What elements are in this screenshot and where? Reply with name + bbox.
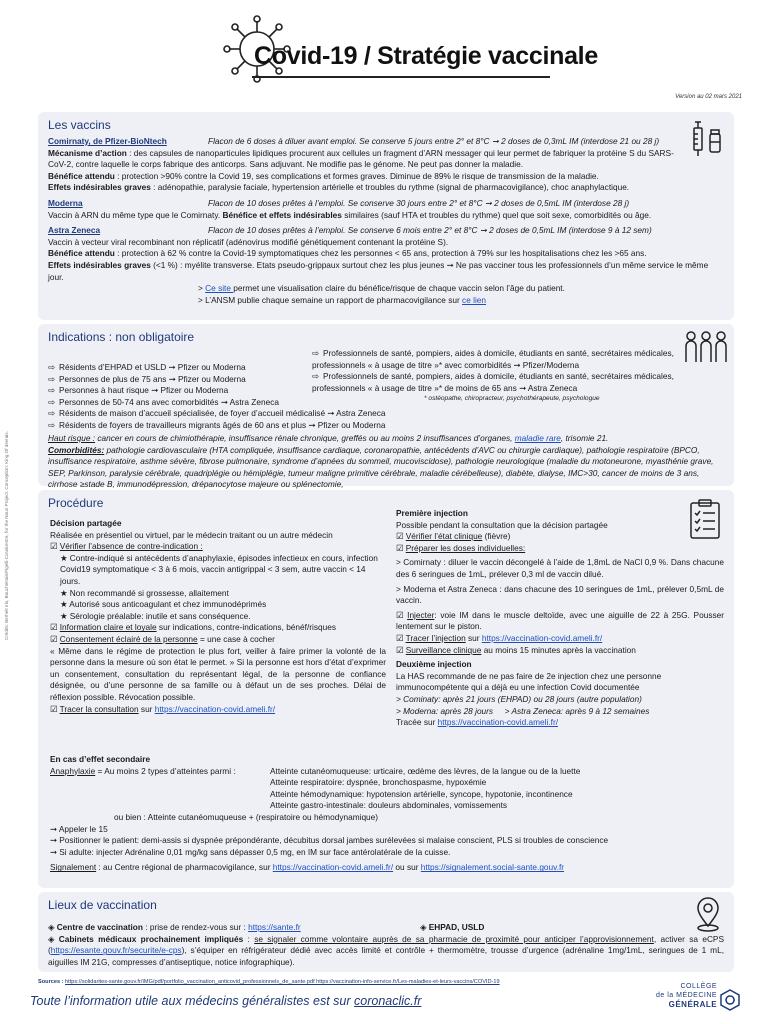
info-text: sur indications, contre-indications, bénéf/risques [156,622,337,633]
ci-item: Autorisé sous anticoagulant et chez immunodéprimés [69,599,267,610]
footer-main-text: Toute l’information utile aux médecins généralistes est sur [30,994,355,1008]
centre-label: Centre de vaccination [56,922,143,932]
astra-line1: Vaccin à vecteur viral recombinant non réplicatif (adénovirus modifié génétiquement contenant la protéine S). [48,236,449,247]
centre-link[interactable]: https://sante.fr [248,922,301,932]
indication-pro-item: ⇨ Professionnels de santé, pompiers, aides à domicile, étudiants en santé, secrétaires médicales, professionnels « à usage de titre »* de moins de 65 ans ➞ Astra Zeneca [312,371,682,394]
indication-footnote: * ostéopathe, chiropracteur, psychothérapeute, psychologue [424,395,600,403]
moderna-desc: Flacon de 10 doses prêtes à l’emploi. Se conserve 30 jours entre 2° et 8°C ➞ 2 doses de 0,5mL IM (interdose 28 j) [208,197,630,208]
tracer-label: Tracer la consultation [59,703,139,714]
moderna-line-a: Vaccin à ARN du même type que le Comirnaty. [48,209,223,220]
preparer-label: Préparer les doses individuelles: [405,542,526,553]
astra-benef-label: Bénéfice attendu [48,248,115,259]
injecter-label: Injecter [407,609,435,620]
location-pin-icon [694,896,722,932]
astra-benef: : protection à 62 % contre la Covid-19 symptomatiques chez les personnes < 65 ans, protection à 79% sur les hospitalisations chez les >65 ans. [114,248,647,259]
page-title: Covid-19 / Stratégie vaccinale [254,42,598,70]
action-item: Appeler le 15 [58,823,108,834]
maladie-rare-link[interactable]: maladie rare [514,433,561,443]
college-line-3: GÉNÉRALE [668,1000,718,1009]
footer-tagline [30,994,421,1008]
ecps-link[interactable]: https://esante.gouv.fr/securite/e-cps [50,945,182,956]
meca-text: : des capsules de nanoparticules lipidiques procurent aux cellules un fragment d’ARN messager qui leur permet de fabriquer la protéine S du SARS-CoV-2, contre laquelle le corps fabrique des anticorps. Sans adjuvant. Ne modifie pas le génome. Ne peut pas donner la maladie. [48,147,674,170]
comorbidites-text: pathologie cardiovasculaire (HTA compliquée, insuffisance cardiaque, coronaropathie, antécédents d’AVC ou chirurgie cardiaque), pathologie respiratoire (BPCO, insuffisance respiratoire, asthme sévère, fibrose pulmonaire, syndrome d’apnées du sommeil, mucoviscidose), pathologie neurologique (maladie du motoneurone, myasthénie grave, SEP, Parkinson, paralysie cérébrale, quadriplégie ou hémiplégie, tumeur maligne primitive cérébrale, maladie cérébelleuse), diabète, dialyse, IMC>30, cancer de moins de 3 ans, cirrhose ≥stade B, immunodépression, drépanocytose majeure ou splénectomie, [48,444,714,490]
signalement-link-ameli[interactable]: https://vaccination-covid.ameli.fr/ [272,862,394,873]
sources-links[interactable]: https://solidarites-sante.gouv.fr/IMG/pdf/portfolio_vaccination_anticovid_professionnels_de_sante.pdf https://vaccination-info-service.fr/Les-maladies-et-leurs-vaccins/COVID-19 [65,979,500,985]
haut-risque-label: Haut risque : [48,433,96,443]
side-credit: Crédits: Berhelt Iris, Bouchetrain/Figelli Coralcentre, for the Noun Project. Conception: King Of devrais. [4,431,9,640]
effets-text: : adénopathie, paralysie faciale, hypertension artérielle et troubles du rythme (signal de pharmacovigilance), choc anaphylactique. [150,182,630,193]
deuxieme-text: La HAS recommande de ne pas faire de 2e injection chez une personne immunocompétente qui a déjà eu une infection Covid documentée [396,670,662,693]
premiere-title: Première injection [396,508,468,518]
astra-effets: (<1 %) : myélite transverse. Etats pseudo-grippaux surtout chez les plus jeunes ➞ Ne pas vacciner tous les professionnels d’un même service le même jour. [48,259,709,282]
site-link[interactable]: Ce site [205,283,234,294]
tracer-link[interactable]: https://vaccination-covid.ameli.fr/ [154,703,276,714]
indication-item: ⇨ Personnes à haut risque ➞ Pfizer ou Moderna [48,385,428,397]
cabinets-sep: : [243,933,255,944]
cabinets-label: Cabinets médicaux prochainement impliqués [58,933,244,944]
astra-effets-label: Effets indésirables graves [48,259,151,270]
deuxieme-link[interactable]: https://vaccination-covid.ameli.fr/ [437,717,559,728]
benef-text: : protection >90% contre la Covid 19, ses complications et formes graves. Diminue de 89% le risque de transmission de la maladie. [114,170,599,181]
tracer-inj-mid: sur [465,632,482,643]
astra-desc: Flacon de 10 doses prêtes à l’emploi. Se conserve 6 mois entre 2° et 8°C ➞ 2 doses de 0,5mL IM (interdose 9 à 12 sem) [208,225,652,236]
centre-text: : prise de rendez-vous sur : [142,922,249,932]
moderna-line-c: similaires (sauf HTA et troubles du rythme) quel que soit sexe, comorbidités ou âge. [341,209,652,220]
procedure-panel: Procédure Décision partagée Réalisée en présentiel ou virtuel, par le médecin traitant ou un autre médecin ☑ Vérifier l’absence de contre-indication : ★ Contre-indiqué si antécédents d’anaphylaxie, épisodes infectieux en cours, infection Covid19 symptomatique < 3 à 6 mois, vaccin antigrippal < 3 sem, autre vaccin < 14 jours. ★ Non recommandé si grossesse, allaitement ★ Autorisé sous anticoagulant et chez immunodéprimés ★ Sérologie préalable: inutile et sans conséquence. ☑ Information claire et loyale sur indications, contre-indications, bénéf/risques ☑ Consentement éclairé de la personne = une case à cocher « Même dans le régime de protection le plus fort, veiller à faire primer la volonté de la personne dans la mesure où son état le permet. » Si la personne est hors d’état d’exprimer un consentement, consultation du représentant légal, de la personne de confiance désignée, ou d’une personne de sa famille ou à défaut un de ses proches. Délai de réflexion possible. Révocation possible. ☑ Tracer la consultation sur https://vaccination-covid.ameli.fr/ Première injection Possible pendant la consultation que la décision partagée ☑ Vérifier l’état clinique (fièvre) ☑ Préparer les doses individuelles: > Comirnaty : diluer le vaccin décongelé à l’aide de 1,8mL de NaCl 0,9 %. Dans chacune des 6 seringues de 1mL, prélever 0,3 ml de vaccin dilué. > Moderna et Astra Zeneca : dans chacune des 10 seringues de 1mL, prélever 0,5mL de vaccin. ☑ Injecter: voie IM dans le muscle deltoïde, avec une aiguille de 22 à 25G. Pousser lentement sur le piston. ☑ Tracer l’injection sur https://vaccination-covid.ameli.fr/ ☑ Surveillance clinique au moins 15 minutes après la vaccination Deuxième injection La HAS recommande de ne pas faire de 2e injection chez une personne immunocompétente qui a déjà eu une infection Covid documentée > Cominaty: après 21 jours (EHPAD) ou 28 jours (autre population) > Moderna: après 28 jours > Astra Zeneca: après 9 à 12 semaines Tracée sur https://vaccination-covid.ameli.fr/ En cas d’effet secondaire Anaphylaxie = Au moins 2 types d’atteintes parmi : Atteinte cutanéomuqueuse: urticaire, œdème des lèvres, de la langue ou de la luette Atteinte respiratoire: dyspnée, bronchospasme, hypoxémie Atteinte hémodynamique: hypotension artérielle, syncope, hypotonie, incontinence Atteinte gastro-intestinale: douleurs abdominales, vomissements ou bien : Atteinte cutanéomuqueuse + (respiratoire ou hémodynamique) ➞ Appeler le 15 ➞ Positionner le patient: demi-assis si dyspnée prépondérante, décubitus dorsal jambes surélevées si malaise conscient, PLS si troubles de conscience ➞ Si adulte: injecter Adrénaline 0,01 mg/kg sans dépasser 0,5 mg, en IM sur face antérolatérale de la cuisse. Signalement : au Centre régional de pharmacovigilance, sur https://vaccination-covid.ameli.fr/ ou sur https://signalement.social-sante.gouv.fr [38,490,734,888]
surveillance-label: Surveillance clinique [405,644,482,655]
college-logo-icon [718,988,742,1012]
version-date: Version au 02 mars 2021 [675,94,742,100]
site-prefix: > [198,283,206,294]
signalement-link-sante[interactable]: https://signalement.social-sante.gouv.fr [420,862,565,873]
cabinets-text-b: ), s’équiper en réfrigérateur dédié avec accès limité et contrôle + thermomètre, trousse d’urgence (adrénaline 1mg/1mL, seringues de 1 mL, aiguilles IM 21G, compresses d’antiseptique, notice infographique). [48,945,724,967]
sources-label: Sources : [38,979,66,985]
verif-etat-post: (fièvre) [482,531,511,542]
procedure-title: Procédure [48,496,104,510]
injecter-text: : voie IM dans le muscle deltoïde, avec une aiguille de 22 à 25G. Pousser lentement sur le piston. [396,609,724,632]
anaphylaxie-item: Atteinte respiratoire: dyspnée, bronchospasme, hypoxémie [270,777,487,788]
deuxieme-moderna: > Moderna: après 28 jours [396,705,494,716]
indication-item: ⇨ Personnes de 50-74 ans avec comorbidités ➞ Astra Zeneca [48,397,428,409]
ci-item: Non recommandé si grossesse, allaitement [69,587,229,598]
indications-title: Indications : non obligatoire [48,330,195,344]
anaphylaxie-item: Atteinte cutanéomuqueuse: urticaire, œdème des lèvres, de la langue ou de la luette [270,765,581,776]
deuxieme-tracee: Tracée sur [396,717,438,728]
moderna-prep: > Moderna et Astra Zeneca : dans chacune des 10 seringues de 1mL, prélever 0,5mL de vaccin. [396,583,724,606]
anaphylaxie-item: Atteinte hémodynamique: hypotension artérielle, syncope, hypotonie, incontinence [270,788,573,799]
ansm-text: > L’ANSM publie chaque semaine un rapport de pharmacovigilance sur [198,294,463,305]
lieux-title: Lieux de vaccination [48,898,157,912]
moderna-name: Moderna [48,197,83,208]
signalement-label: Signalement [50,862,97,873]
ehpad-label: EHPAD, USLD [428,922,485,932]
indication-item: ⇨ Résidents de maison d’accueil spécialisée, de foyer d’accueil médicalisé ➞ Astra Zeneca [48,408,428,420]
coronaclic-link[interactable]: coronaclic.fr [354,994,422,1008]
consent-quote: « Même dans le régime de protection le plus fort, veiller à faire primer la volonté de la personne dans la mesure où son état le permet. » Si la personne est hors d’état d’exprimer un consentement, consultation du représentant légal, de la personne de confiance désignée, ou d’une personne de sa famille ou à défaut un de ses proches. Délai de réflexion possible. Révocation possible. [50,645,386,702]
cabinets-text-a: , activer sa eCPS ( [48,933,725,956]
moderna-line-b: Bénéfice et effets indésirables [222,209,342,220]
header [0,0,768,110]
comirnaty-prep: > Comirnaty : diluer le vaccin décongelé à l’aide de 1,8mL de NaCl 0,9 %. Dans chacune des 6 seringues de 1mL, prélever 0,3 ml de vaccin dilué. [396,557,724,579]
deuxieme-astra: > Astra Zeneca: après 9 à 12 semaines [504,705,650,716]
lieux-panel: Lieux de vaccination ◈ Centre de vaccination : prise de rendez-vous sur : https://sante.fr ◈ EHPAD, USLD ◈ Cabinets médicaux prochainement impliqués : se signaler comme volontaire auprès de sa pharmacie de proximité pour anticiper l’approvisionnement, activer sa eCPS (https://esante.gouv.fr/securite/e-cps), s’équiper en réfrigérateur dédié avec accès limité et contrôle + thermomètre, trousse d’urgence (adrénaline 1mg/1mL, seringues de 1 mL, aiguilles IM 21G, compresses d’antiseptique, notice infographique). [38,892,734,972]
action-item: Positionner le patient: demi-assis si dyspnée prépondérante, décubitus dorsal jambes surélevées si malaise conscient, PLS si troubles de conscience [59,835,609,846]
consent-text: = une case à cocher [197,633,275,644]
vaccins-title: Les vaccins [48,118,111,132]
action-item: Si adulte: injecter Adrénaline 0,01 mg/kg sans dépasser 0,5 mg, en IM sur face antérolatérale de la cuisse. [59,846,451,857]
college-logo [656,982,717,1009]
indication-pro-item: ⇨ Professionnels de santé, pompiers, aides à domicile, étudiants en santé, secrétaires médicales, professionnels « à usage de titre »* avec comorbidités ➞ Pfizer/Moderna [312,348,682,371]
meca-label: Mécanisme d’action [48,147,127,158]
anaphylaxie-item: Atteinte gastro-intestinale: douleurs abdominales, vomissements [270,800,508,811]
decision-title: Décision partagée [50,518,122,528]
effet-title: En cas d’effet secondaire [50,754,151,764]
decision-intro: Réalisée en présentiel ou virtuel, par le médecin traitant ou un autre médecin [50,529,333,540]
benef-label: Bénéfice attendu [48,170,115,181]
anaphylaxie-or: ou bien : Atteinte cutanéomuqueuse + (respiratoire ou hémodynamique) [114,811,379,822]
signalement-text: : au Centre régional de pharmacovigilance, sur [96,862,273,873]
comirnaty-desc: Flacon de 6 doses à diluer avant emploi. Se conserve 5 jours entre 2° et 8°C ➞ 2 doses de 0,3mL IM (interdose 21 ou 28 j) [208,136,660,146]
ci-item: Sérologie préalable: inutile et sans conséquence. [69,610,251,621]
people-icon [684,330,728,364]
tracer-inj-link[interactable]: https://vaccination-covid.ameli.fr/ [481,632,603,643]
clipboard-icon [688,498,722,540]
anaphylaxie-label: Anaphylaxie [50,765,96,776]
tracer-inj-label: Tracer l’injection [405,632,466,643]
consent-label: Consentement éclairé de la personne [59,633,198,644]
signalement-mid: ou sur [393,862,421,873]
indication-item: ⇨ Résidents de foyers de travailleurs migrants âgés de 60 ans et plus ➞ Pfizer ou Moderna [48,420,428,432]
college-line-1: COLLÈGE [680,983,718,990]
info-label: Information claire et loyale [59,622,157,633]
ansm-link[interactable]: ce lien [462,294,487,305]
tracer-mid: sur [138,703,155,714]
effets-label: Effets indésirables graves [48,182,151,193]
ci-item: Contre-indiqué si antécédents d’anaphylaxie, épisodes infectieux en cours, infection Covid19 symptomatique < 3 à 6 mois, vaccin antigrippal < 3 sem, autre vaccin < 14 jours. [60,552,378,586]
deuxieme-cominaty: > Cominaty: après 21 jours (EHPAD) ou 28 jours (autre population) [396,693,642,704]
college-line-2: de la MÉDECINE [656,992,718,999]
deuxieme-title: Deuxième injection [396,659,472,670]
comorbidites-label: Comorbidités: [48,444,105,455]
surveillance-text: au moins 15 minutes après la vaccination [481,644,636,655]
indications-panel [38,324,734,490]
premiere-intro: Possible pendant la consultation que la décision partagée [396,519,608,530]
vaccins-panel [38,112,734,320]
anaphylaxie-intro: = Au moins 2 types d’atteintes parmi : [97,765,236,776]
haut-risque-text: cancer en cours de chimiothérapie, insuffisance rénale chronique, greffés ou au moins 2 insuffisances d’organes, [95,433,515,443]
verif-ci-label: Vérifier l’absence de contre-indication : [59,541,203,552]
site-text: permet une visualisation claire du bénéfice/risque de chaque vaccin selon l’âge du patient. [233,283,565,294]
astra-name: Astra Zeneca [48,225,101,236]
verif-etat-label: Vérifier l’état clinique [405,531,483,542]
sources [38,979,500,985]
syringe-icon [690,118,726,158]
cabinets-volontaire: se signaler comme volontaire auprès de sa pharmacie de proximité pour anticiper l’approvisionnement [254,933,654,944]
title-underline [252,76,550,78]
comirnaty-name: Comirnaty, de Pfizer-BioNtech [48,136,167,146]
indication-item: ⇨ Personnes de plus de 75 ans ➞ Pfizer ou Moderna [48,374,428,386]
indication-item: ⇨ Résidents d’EHPAD et USLD ➞ Pfizer ou Moderna [48,362,428,374]
haut-risque-end: , trisomie 21. [560,433,609,443]
